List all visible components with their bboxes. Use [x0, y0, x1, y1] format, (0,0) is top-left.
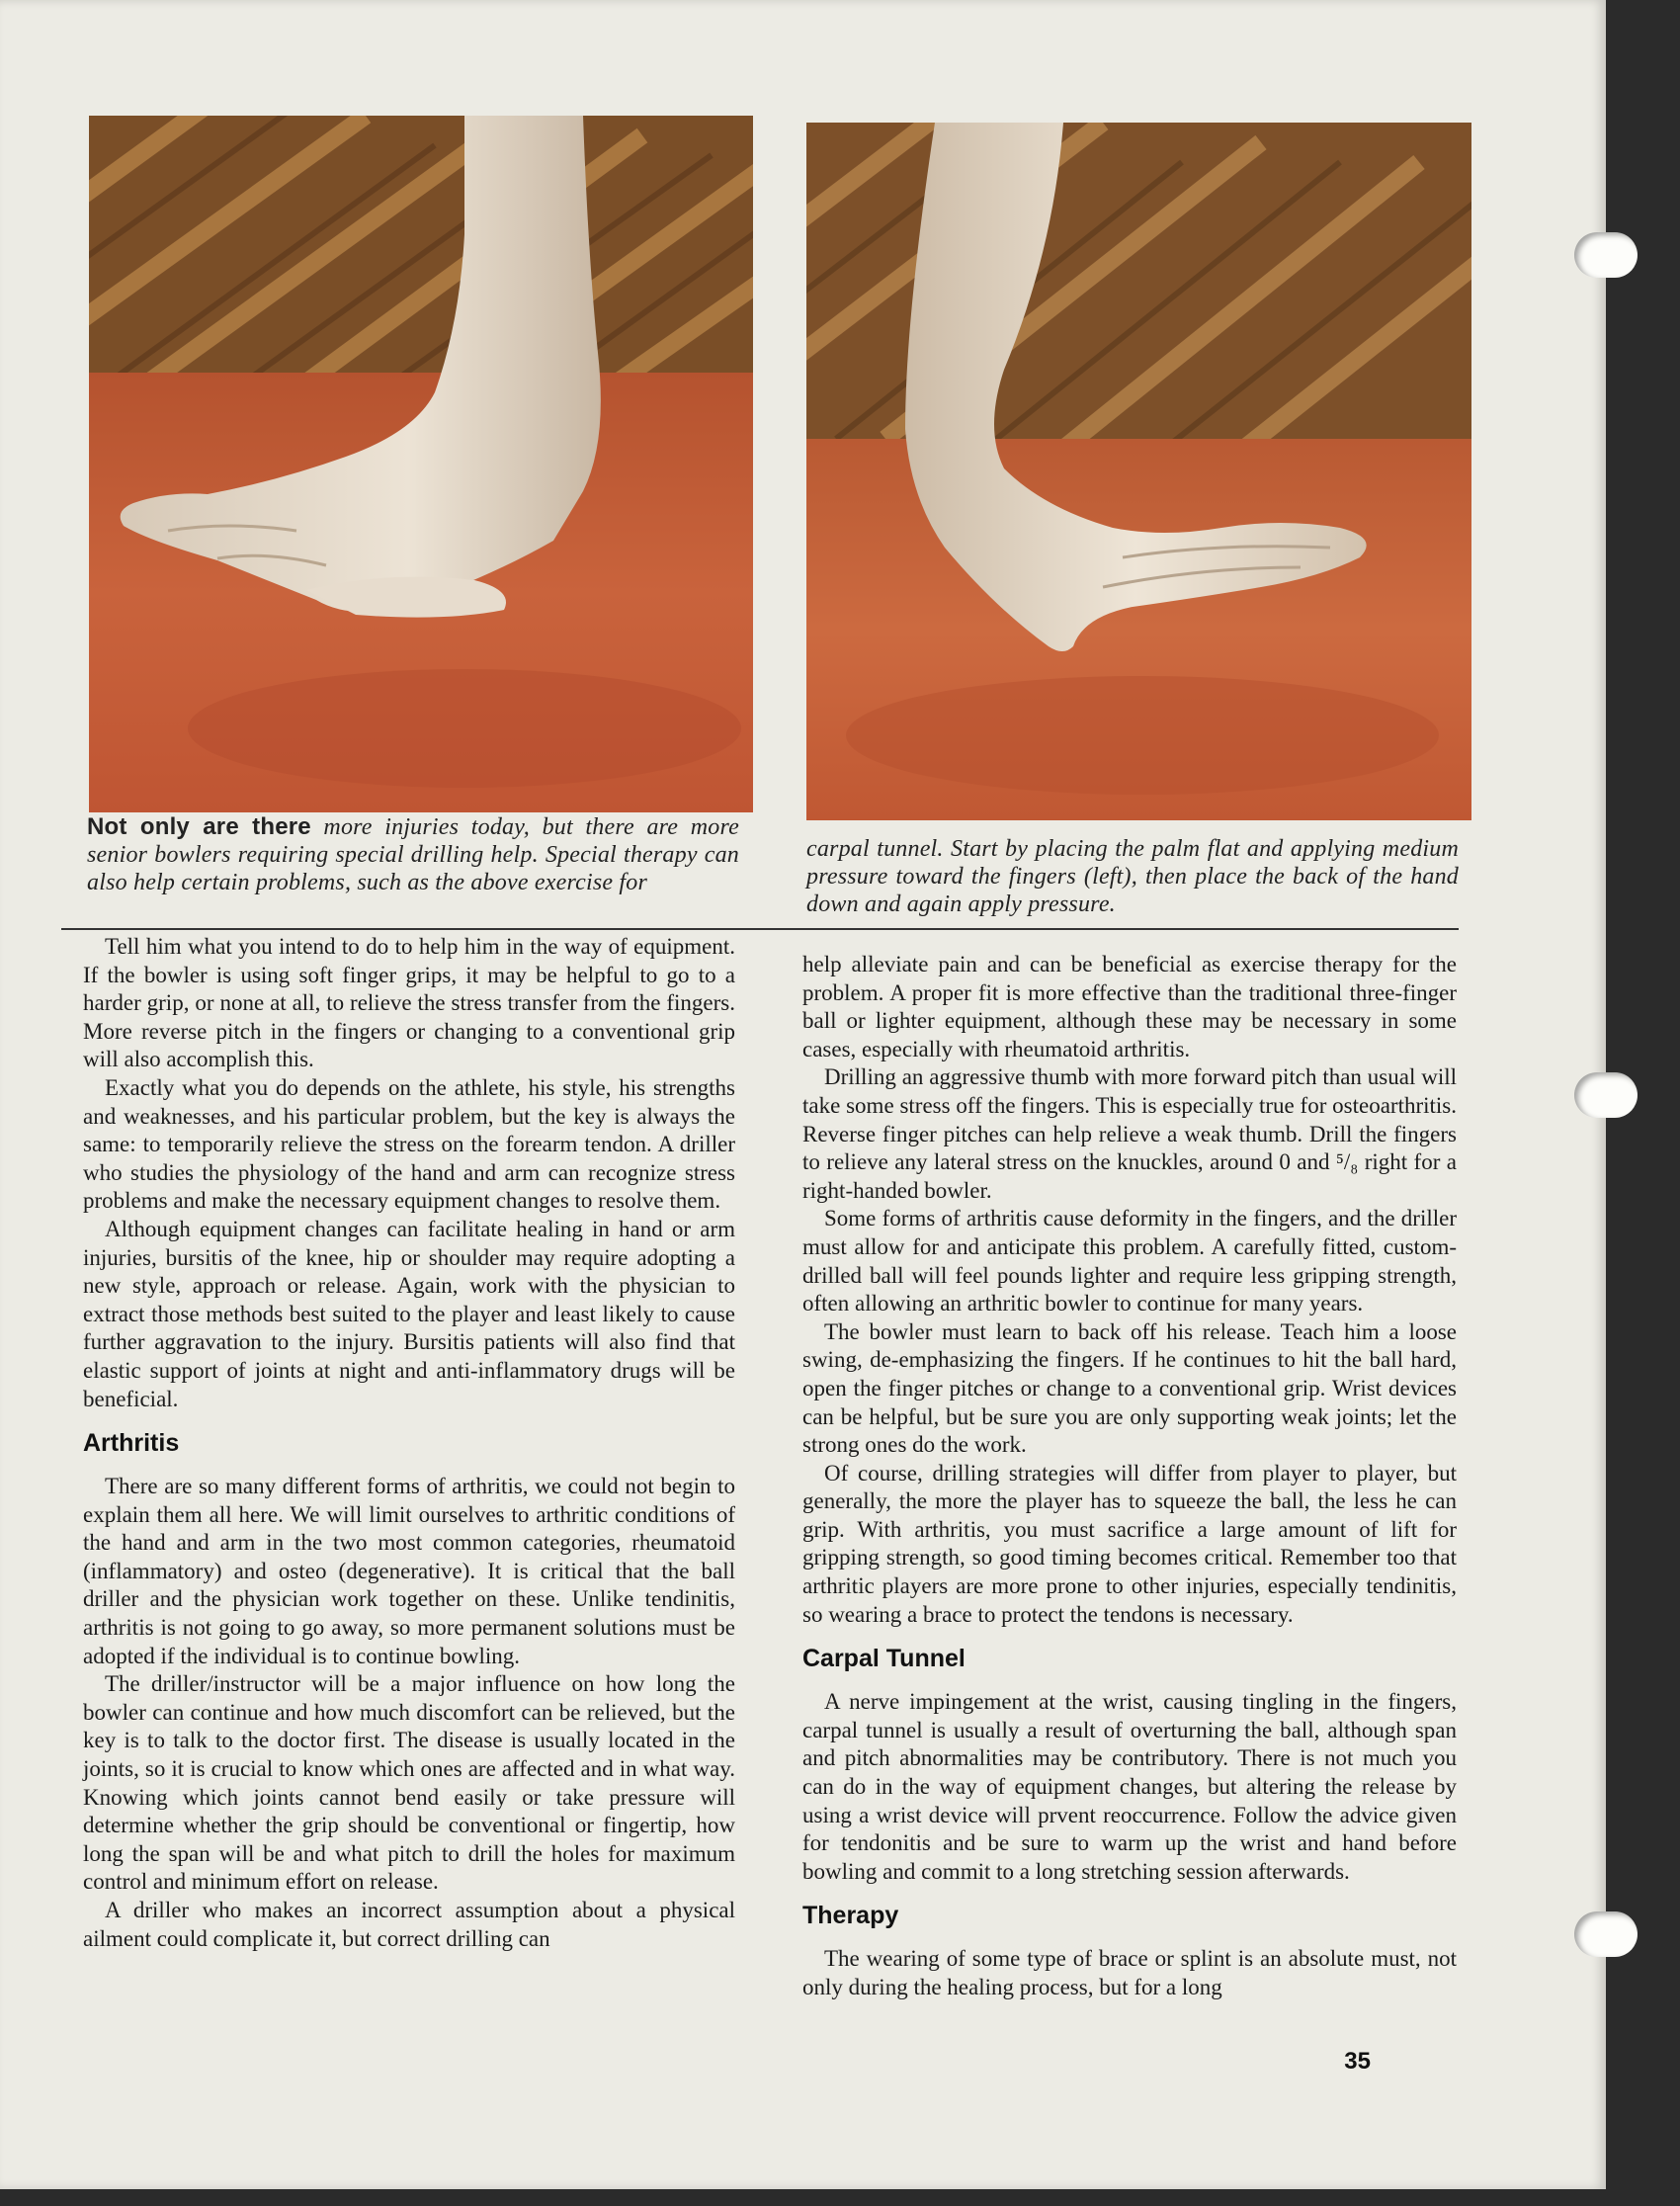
body-paragraph: The bowler must learn to back off his release. Teach him a loose swing, de-emphasizing the fingers. If he continues to hit the ball hard, open the finger pitches or change to a conventional grip. Wrist devices can be helpful, but be sure you are only supporting weak joints; let the strong ones do the work. — [802, 1318, 1457, 1458]
page-number: 35 — [1344, 2048, 1371, 2075]
body-paragraph: There are so many different forms of arthritis, we could not begin to explain them all here. We will limit ourselves to arthritic conditions of the hand and arm in the two most common categories, rheumatoid (inflammatory) and osteo (degenerative). It is critical that the ball driller and the physician work together on these. Unlike tendinitis, arthritis is not going to go away, so more permanent solutions must be adopted if the individual is to continue bowling. — [83, 1474, 735, 1668]
section-heading: Therapy — [802, 1902, 899, 1930]
caption-left-text: more injuries today, but there are more senior bowlers requiring special drilling help. Special therapy can also help certain problems, such as the above exercise for — [87, 814, 739, 895]
body-paragraph: The wearing of some type of brace or splint is an absolute must, not only during the healing process, but for a long — [802, 1946, 1457, 1999]
body-paragraph: A driller who makes an incorrect assumption about a physical ailment could complicate it, but correct drilling can — [83, 1898, 735, 1951]
caption-right-text: carpal tunnel. Start by placing the palm flat and applying medium pressure toward the fingers (left), then place the back of the hand down and again apply pressure. — [806, 836, 1459, 917]
right-column — [802, 951, 1457, 2002]
section-heading: Arthritis — [83, 1429, 180, 1458]
photo-palm-flat — [89, 116, 753, 812]
body-paragraph: A nerve impingement at the wrist, causing tingling in the fingers, carpal tunnel is usually a result of overturning the ball, although span and pitch abnormalities may be contributory. There is not much you can do in the way of equipment changes, but altering the release by using a wrist device will prvent reoccurrence. Follow the advice given for tendonitis and be sure to warm up the wrist and hand before bowling and commit to a long stretching session afterwards. — [802, 1689, 1457, 1884]
body-paragraph: Exactly what you do depends on the athlete, his style, his strengths and weaknesses, and his particular problem, but the key is always the same: to temporarily relieve the stress on the forearm tendon. A driller who studies the physiology of the hand and arm can recognize stress problems and make the necessary equipment changes to resolve them. — [83, 1074, 735, 1214]
caption-right — [806, 835, 1459, 918]
body-paragraph: Drilling an aggressive thumb with more forward pitch than usual will take some stress off the fingers. This is especially true for osteoarthritis. Reverse finger pitches can help relieve a weak thumb. Drill the fingers to relieve any lateral stress on the knuckles, around 0 and ⁵/₈ right for a right-handed bowler. — [802, 1064, 1457, 1203]
body-paragraph: Although equipment changes can facilitate healing in hand or arm injuries, bursitis of the knee, hip or shoulder may require adopting a new style, approach or release. Again, work with the physician to extract those methods best suited to the player and least likely to cause further aggravation to the injury. Bursitis patients will also find that elastic support of joints at night and anti-inflammatory drugs will be beneficial. — [83, 1216, 735, 1411]
photo-back-of-hand — [806, 123, 1471, 820]
caption-lead: Not only are there — [87, 813, 311, 840]
caption-rule — [61, 928, 1459, 930]
caption-left — [87, 813, 739, 896]
section-heading: Carpal Tunnel — [802, 1645, 966, 1673]
binder-hole — [1574, 232, 1638, 278]
body-paragraph: The driller/instructor will be a major influence on how long the bowler can continue and how much discomfort can be relieved, but the key is to talk to the doctor first. The disease is usually located in the joints, so it is crucial to know which ones are affected and in what way. Knowing which joints cannot bend easily or take pressure will determine whether the grip should be conventional or fingertip, how long the span will be and what pitch to drill the holes for maximum control and minimum effort on release. — [83, 1671, 735, 1895]
body-paragraph: Tell him what you intend to do to help him in the way of equipment. If the bowler is using soft finger grips, it may be helpful to go to a harder grip, or none at all, to relieve the stress transfer from the fingers. More reverse pitch in the fingers or changing to a conventional grip will also accomplish this. — [83, 934, 735, 1072]
binder-hole — [1574, 1911, 1638, 1957]
body-paragraph: help alleviate pain and can be beneficial as exercise therapy for the problem. A proper fit is more effective than the traditional three-finger ball or lighter equipment, although these may be necessary in some cases, especially with rheumatoid arthritis. — [802, 952, 1457, 1061]
body-paragraph: Some forms of arthritis cause deformity in the fingers, and the driller must allow for and anticipate this problem. A carefully fitted, custom-drilled ball will feel pounds lighter and require less gripping strength, often allowing an arthritic bowler to continue for many years. — [802, 1206, 1457, 1316]
binder-hole — [1574, 1072, 1638, 1118]
body-paragraph: Of course, drilling strategies will differ from player to player, but generally, the more the player has to squeeze the ball, the less he can grip. With arthritis, you must sacrifice a large amount of lift for gripping strength, so good timing becomes critical. Remember too that arthritic players are more prone to other injuries, especially tendinitis, so wearing a brace to protect the tendons is necessary. — [802, 1460, 1457, 1627]
left-column — [83, 933, 735, 1953]
